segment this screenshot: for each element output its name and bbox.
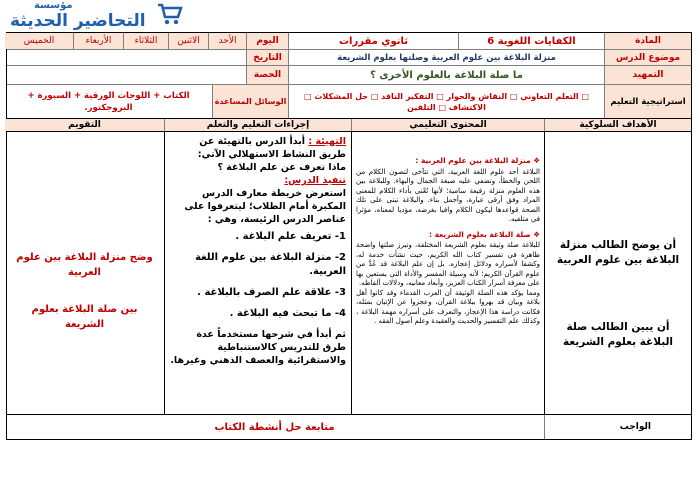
date-value bbox=[5, 50, 246, 65]
content-column bbox=[351, 132, 544, 414]
day-label: اليوم bbox=[246, 33, 288, 49]
strategy-label: استراتيجية التعليم bbox=[604, 85, 691, 118]
day-thu: الخميس bbox=[5, 33, 73, 49]
procedures-closing: ثم أبدأ في شرحها مستخدماً عدة طرق للتدريس كالاستنباطية والاستقرائية والعصف الذهني وغيرها. bbox=[170, 329, 346, 366]
evaluation-column bbox=[5, 132, 164, 414]
objective-1: أن يوضح الطالب منزلة البلاغة بين علوم العربية bbox=[556, 239, 680, 266]
exec-step-text: استعرض خريطة معارف الدرس المكبرة أمام الطلاب؛ ليتعرفوا على عناصر الدرس الرئيسة، وهي : bbox=[184, 188, 346, 225]
procedure-item: 4- ما تبحث فيه البلاغة . bbox=[229, 308, 346, 319]
column-headers bbox=[7, 119, 691, 132]
content-heading-1: ❖ منزلة البلاغة بين علوم العربية : bbox=[415, 156, 540, 165]
homework-label: الواجب bbox=[544, 415, 691, 439]
content-paragraph-2: للبلاغة صلة وثيقة بعلوم الشريعة المختلفة، وتبرز صلتها واضحة ظاهرة في تفسير كتاب الله الكريم، حيث نشأت خدمة له، وكشفا لأسراره ودلائل إعجازه. بل إن علم البلاغة قد عُدَّ من علوم القرآن الكريم؛ لأنه وسيلة المفسر والأداة التي يستعين بها على معرفة أسرار الكتاب العزيز، وأبعاد معانيه، ودلالات ألفاظه. bbox=[356, 241, 540, 287]
header-content: المحتوى التعليمي bbox=[351, 119, 544, 131]
objectives-column bbox=[544, 132, 691, 414]
content-paragraph-3: ومما يؤكد هذه الصلة الوثيقة أن العرب القدماء وقد كانوا أهل بلاغة وبيان قد بهروا ببلاغة القرآن، وعجزوا عن الإتيان بمثله، فكانت دراسة هذا الإعجاز، والتعرف على أسراره مهمة البلاغة ، وكذلك علم التفسير والحديث والعقيدة وعلم أصول الفقه . bbox=[356, 288, 540, 325]
evaluation-1: وضح منزلة البلاغة بين علوم العربية bbox=[16, 252, 153, 278]
row-subject bbox=[7, 33, 691, 50]
evaluation-2: بين صلة البلاغة بعلوم الشريعة bbox=[31, 304, 138, 330]
row-homework bbox=[7, 415, 691, 439]
header-evaluation: التقويم bbox=[5, 119, 164, 131]
objective-2: أن يبين الطالب صلة البلاغة بعلوم الشريعة bbox=[562, 321, 674, 348]
logo-line1: مؤسسة bbox=[34, 0, 73, 11]
content-paragraph-1: البلاغة أحد علوم اللغة العربية، التي تتآخى لتصون الكلام من اللحن والخطأ، وتضفي عليه صبغة الجمال والبهاء. وللبلاغة بين هذه العلوم منزلة رفيعة سامية؛ لأنها تُعْنى بأداء الكلام للمعنى المراد وفق أرقى عبارة، وأجمل بناء. والبلاغة تبنى على تلك الصحة قواعدها ليكون الكلام وافيا بغرضه، مؤديا لمعناه، مؤثرا في متلقيه. bbox=[356, 167, 540, 223]
lesson-plan-table bbox=[6, 32, 692, 440]
row-topic bbox=[7, 50, 691, 66]
content-heading-2: ❖ صلة البلاغة بعلوم الشريعة : bbox=[428, 229, 540, 239]
period-label: الحصة bbox=[246, 66, 288, 84]
intro-step-label: التهيئة : bbox=[308, 136, 346, 147]
date-label: التاريخ bbox=[246, 50, 288, 65]
cart-icon bbox=[156, 2, 184, 26]
procedure-item: 2- منزلة البلاغة بين علوم اللغة العربية. bbox=[195, 252, 346, 277]
lesson-body bbox=[7, 132, 691, 415]
logo-line2: التحاضير الحديثة bbox=[10, 11, 146, 31]
procedures-column bbox=[164, 132, 351, 414]
row-strategy bbox=[7, 85, 691, 119]
homework-value: متابعة حل أنشطة الكتاب bbox=[214, 421, 335, 433]
procedure-item: 1- تعريف علم البلاغة . bbox=[235, 231, 346, 242]
day-tue: الثلاثاء bbox=[123, 33, 168, 49]
header-objectives: الأهداف السلوكية bbox=[544, 119, 691, 131]
day-wed: الأربعاء bbox=[73, 33, 123, 49]
subject-label: المادة bbox=[604, 33, 691, 49]
procedure-items bbox=[170, 230, 346, 321]
day-sun: الأحد bbox=[208, 33, 246, 49]
media-label: الوسائل المساعدة bbox=[212, 85, 288, 118]
topic-value: منزلة البلاغة بين علوم العربية وصلتها بعلوم الشريعة bbox=[288, 50, 604, 65]
intro-question: ماذا تعرف عن علم البلاغة ؟ bbox=[217, 162, 346, 173]
intro-block bbox=[170, 135, 346, 161]
day-mon: الاثنين bbox=[168, 33, 208, 49]
exec-step-label: تنفيذ الدرس: bbox=[284, 175, 346, 186]
intro-value: ما صلة البلاغة بالعلوم الأخرى ؟ bbox=[288, 66, 604, 84]
topic-label: موضوع الدرس bbox=[604, 50, 691, 65]
strategies-value: □ التعلم التعاوني □ النقاش والحوار □ التفكير الناقد □ حل المشكلات □ الاكتشاف □ التلقين bbox=[288, 85, 604, 118]
row-intro bbox=[7, 66, 691, 85]
procedure-item: 3- علاقة علم الصرف بالبلاغة . bbox=[197, 287, 346, 298]
grade-value: ثانوي مقررات bbox=[288, 33, 458, 49]
subject-value: الكفايات اللغوية 6 bbox=[458, 33, 604, 49]
header-procedures: إجراءات التعليم والتعلم bbox=[164, 119, 351, 131]
period-value bbox=[5, 66, 246, 84]
intro-label: التمهيد bbox=[604, 66, 691, 84]
logo bbox=[4, 0, 184, 34]
media-value: الكتاب + اللوحات الورقية + السبورة + البروجكتور. bbox=[27, 90, 190, 113]
intro-step-text: أبدأ الدرس بالتهيئة عن طريق النشاط الاستهلالي الآتي: bbox=[197, 136, 346, 160]
